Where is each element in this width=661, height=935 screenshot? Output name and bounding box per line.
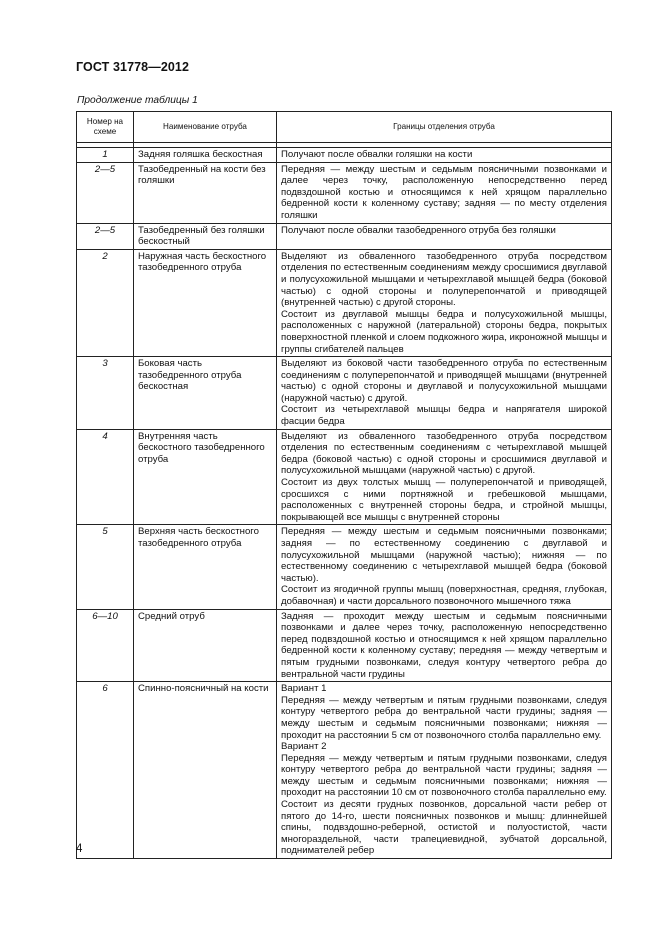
table-row (77, 609, 612, 682)
boundary-paragraph: Выделяют из боковой части тазобедренного отруба по естественным соединениям с полуперепончатой и приводящей мышцами (внутренней частью) с одной стороны и двуглавой и полусухожильной мышцами (наружной частью) с другой. (281, 358, 607, 404)
cut-boundary (277, 162, 612, 223)
cut-boundary (277, 609, 612, 682)
cut-name: Тазобедренный на кости без голяшки (134, 162, 277, 223)
cut-boundary (277, 148, 612, 163)
boundary-paragraph: Передняя — между шестым и седьмым поясничными позвонками и далее через точку, расположенную непосредственно перед подвздошной костью и относящимся к ней хрящом параллельно бедренной кости к коленному суставу; задняя — по месту отделения голяшки (281, 163, 607, 221)
cut-boundary (277, 249, 612, 356)
table-row (77, 162, 612, 223)
cut-name: Внутренняя часть бескостного тазобедренного отруба (134, 429, 277, 525)
cut-name: Боковая часть тазобедренного отруба бескостная (134, 357, 277, 430)
cut-name: Верхняя часть бескостного тазобедренного отруба (134, 525, 277, 609)
cut-name: Задняя голяшка бескостная (134, 148, 277, 163)
boundary-paragraph: Получают после обвалки тазобедренного отруба без голяшки (281, 224, 556, 236)
boundary-paragraph: Передняя — между четвертым и пятым грудными позвонками, следуя контуру четвертого ребра до вентральной части грудины; задняя — между шестым и седьмым поясничными позвонками; нижняя — проходит на расстоянии 5 см от позвоночного столба параллельно ему. (281, 694, 607, 741)
cut-name: Наружная часть бескостного тазобедренного отруба (134, 249, 277, 356)
table-row (77, 148, 612, 163)
boundary-paragraph: Состоит из ягодичной группы мышц (поверхностная, средняя, глубокая, добавочная) и части дорсального позвоночного мышечного тяжа (281, 584, 607, 607)
row-number: 3 (77, 357, 134, 430)
cut-boundary (277, 682, 612, 859)
boundary-paragraph: Вариант 1 (281, 683, 327, 695)
cut-boundary (277, 429, 612, 525)
table-header-row (77, 112, 612, 143)
cuts-table (76, 111, 612, 859)
boundary-paragraph: Состоит из десяти грудных позвонков, дорсальной части ребер от пятого до 14-го, шести поясничных позвонков и мышц: длиннейшей спины, подвздошно-реберной, остистой и полуостистой, части многораздельной, части трапециевидной, зубчатой дорсальной, поднимателей ребер (281, 799, 607, 857)
column-header-boundary: Границы отделения отруба (277, 112, 612, 143)
cut-name: Средний отруб (134, 609, 277, 682)
table-row (77, 525, 612, 609)
standard-header: ГОСТ 31778—2012 (76, 60, 190, 74)
row-number: 1 (77, 148, 134, 163)
column-header-name: Наименование отруба (134, 112, 277, 143)
boundary-paragraph: Передняя — между шестым и седьмым поясничными позвонками; задняя — по естественному соединению с двуглавой и полусухожильной мышцами (наружной частью); нижняя — по естественному соединению с четырехглавой мышцей бедра (боковой частью). (281, 526, 607, 584)
boundary-paragraph: Состоит из четырехглавой мышцы бедра и напрягателя широкой фасции бедра (281, 404, 607, 428)
cut-boundary (277, 357, 612, 430)
row-number: 4 (77, 429, 134, 525)
table-row (77, 357, 612, 430)
boundary-paragraph: Состоит из двуглавой мышцы бедра и полусухожильной мышцы, расположенных с наружной (латеральной) стороны бедра, покрытых поверхностной пленкой и слоем подкожного жира, икроножной мышцы и группы сгибателей пальцев (281, 308, 607, 355)
page-number: 4 (76, 843, 83, 855)
column-header-number: Номер на схеме (77, 112, 134, 143)
cut-boundary (277, 223, 612, 249)
table-caption: Продолжение таблицы 1 (77, 95, 198, 106)
cut-name: Спинно-поясничный на кости (134, 682, 277, 859)
row-number: 2—5 (77, 162, 134, 223)
table-row (77, 249, 612, 356)
boundary-paragraph: Передняя — между четвертым и пятым грудными позвонками, следуя контуру четвертого ребра до вентральной части грудины; задняя — между шестым и седьмым поясничными позвонками; нижняя — проходит на расстоянии 10 см от позвоночного столба параллельно ему. (281, 752, 607, 799)
boundary-paragraph: Получают после обвалки голяшки на кости (281, 149, 473, 160)
boundary-paragraph: Выделяют из обваленного тазобедренного отруба посредством отделения по естественным соединениям с четырехглавой мышцей бедра (боковой частью) с одной стороны и сросшимися двуглавой и полусухожильной мышцами (наружной частью) с другой. (281, 430, 607, 477)
table-row (77, 223, 612, 249)
row-number: 6—10 (77, 609, 134, 682)
boundary-paragraph: Вариант 2 (281, 741, 327, 753)
cut-boundary (277, 525, 612, 609)
boundary-paragraph: Состоит из двух толстых мышц — полуперепончатой и приводящей, сросшихся с ними портняжной и гребешковой мышцами, расположенных с внутренней стороны бедра, и стройной мышцы, покрывающей все мышцы с внутренней стороны (281, 477, 607, 523)
boundary-paragraph: Выделяют из обваленного тазобедренного отруба посредством отделения по естественным соединениям между сросшимися двуглавой и полусухожильной мышцами и четырехглавой мышцей бедра (боковой частью) с одной стороны и полуперепончатой и приводящей (внутренней частью) с другой стороны. (281, 250, 607, 309)
table-row (77, 682, 612, 859)
table-row (77, 429, 612, 525)
row-number: 6 (77, 682, 134, 859)
table-body (77, 148, 612, 859)
row-number: 2—5 (77, 223, 134, 249)
boundary-paragraph: Задняя — проходит между шестым и седьмым поясничными позвонками и далее через точку, расположенную непосредственно перед подвздошной костью и относящимся к ней хрящом параллельно бедренной кости к коленному суставу; передняя — между четвертым и пятым грудными позвонками, следуя контуру четвертого ребра до вентральной части грудины (281, 610, 607, 680)
row-number: 2 (77, 249, 134, 356)
cut-name: Тазобедренный без голяшки бескостный (134, 223, 277, 249)
row-number: 5 (77, 525, 134, 609)
